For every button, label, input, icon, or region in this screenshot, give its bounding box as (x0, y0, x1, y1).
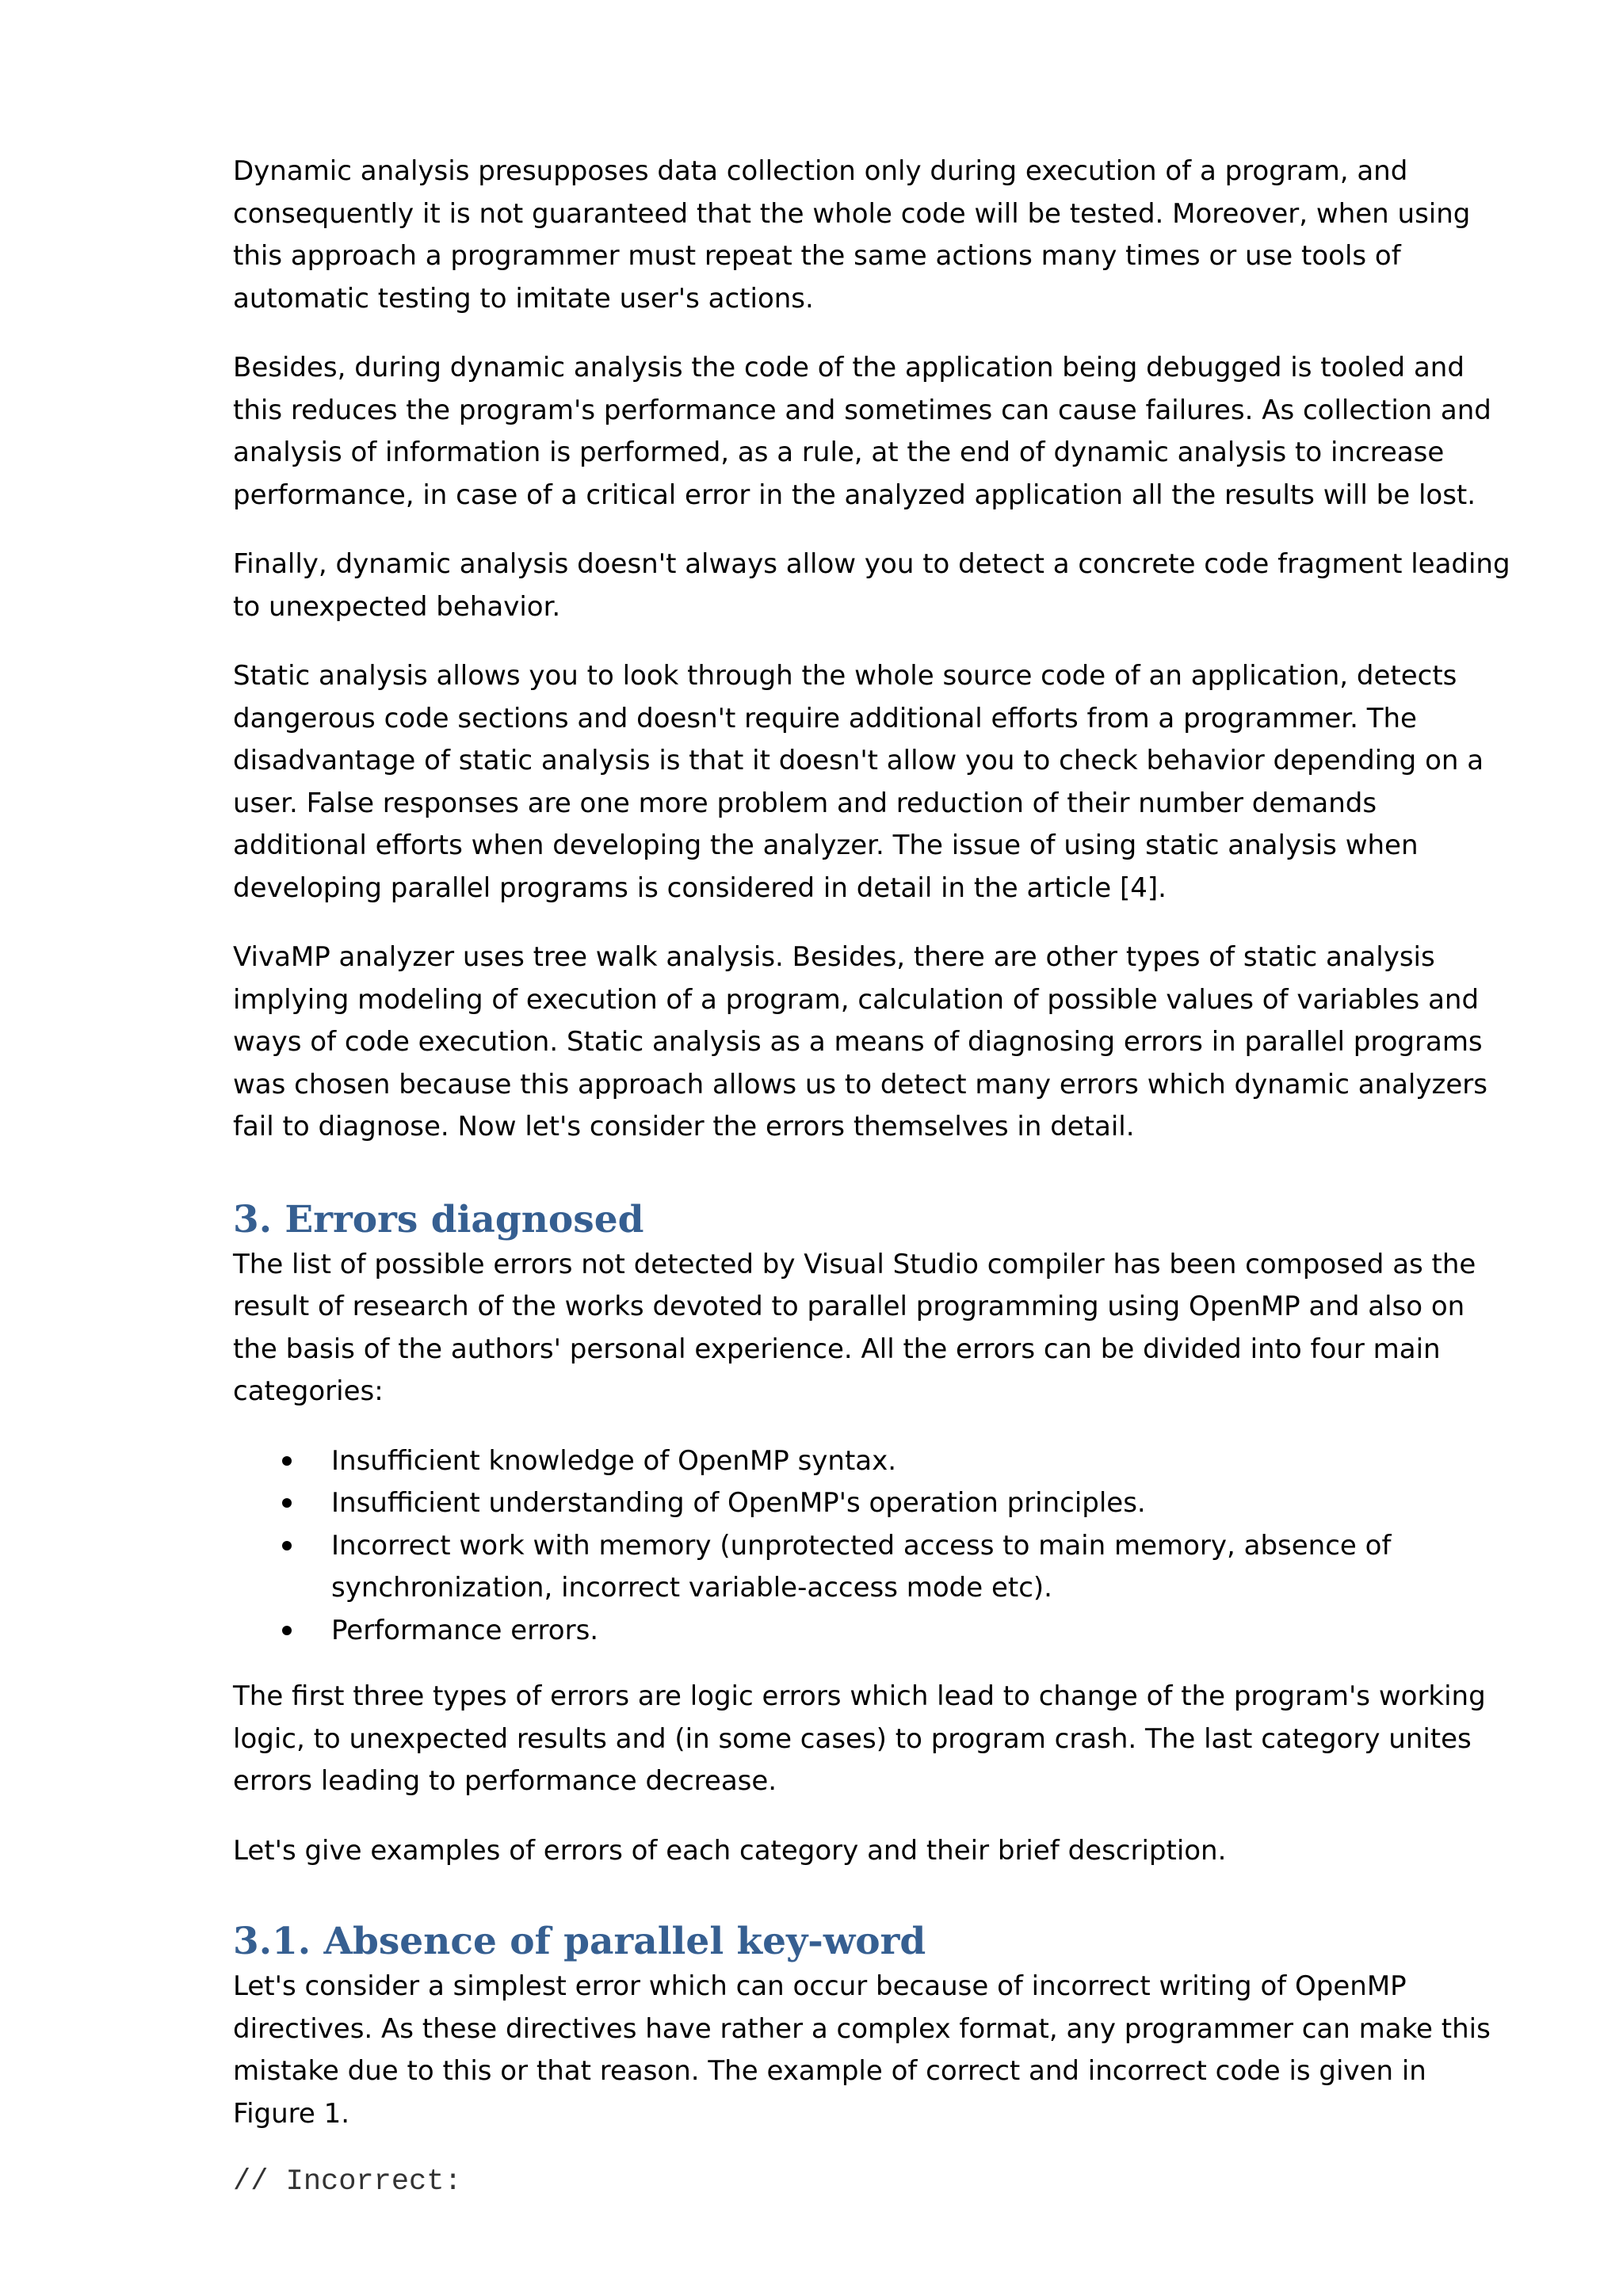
code-comment-incorrect: // Incorrect: (233, 2165, 462, 2199)
bullet-icon (282, 1498, 292, 1508)
bullet-icon (282, 1456, 292, 1466)
section-heading-absence-parallel: 3.1. Absence of parallel key-word (233, 1920, 926, 1963)
list-item: Incorrect work with memory (unprotected access to main memory, absence of synchronization, incorrect variable-access mode etc). (233, 1525, 1517, 1610)
paragraph-static-analysis: Static analysis allows you to look through the whole source code of an application, detects dangerous code sections and doesn't require additional efforts from a programmer. The disadvantage of static analysis is that it doesn't allow you to check behavior depending on a user. False responses are one more problem and reduction of their number demands additional efforts when developing the analyzer. The issue of using static analysis when developing parallel programs is considered in detail in the article [4]. (233, 660, 1484, 904)
section-heading-errors-diagnosed: 3. Errors diagnosed (233, 1197, 644, 1241)
list-item: Performance errors. (233, 1610, 1517, 1653)
paragraph-simplest-error: Let's consider a simplest error which can occur because of incorrect writing of OpenMP directives. As these directives have rather a complex format, any programmer can make this mistake due to this or that reason. The example of correct and incorrect code is given in Figure 1. (233, 1970, 1491, 2130)
paragraph-tooling-performance: Besides, during dynamic analysis the code of the application being debugged is tooled and this reduces the program's performance and sometimes can cause failures. As collection and analysis of information is performed, as a rule, at the end of dynamic analysis to increase performance, in case of a critical error in the analyzed application all the results will be lost. (233, 352, 1491, 511)
paragraph-logic-errors: The first three types of errors are logic errors which lead to change of the program's working logic, to unexpected results and (in some cases) to program crash. The last category unites errors leading to performance decrease. (233, 1680, 1486, 1797)
paragraph-vivamp-tree-walk: VivaMP analyzer uses tree walk analysis. Besides, there are other types of static analysis implying modeling of execution of a program, calculation of possible values of variables and ways of code execution. Static analysis as a means of diagnosing errors in parallel programs was chosen because this approach allows us to detect many errors which dynamic analyzers fail to diagnose. Now let's consider the errors themselves in detail. (233, 941, 1487, 1142)
error-categories-list (233, 1440, 1517, 1653)
bullet-icon (282, 1541, 292, 1550)
document-page (233, 151, 1517, 2202)
paragraph-examples-intro: Let's give examples of errors of each category and their brief description. (233, 1834, 1227, 1867)
list-item: Insufficient understanding of OpenMP's operation principles. (233, 1482, 1517, 1525)
paragraph-concrete-fragment: Finally, dynamic analysis doesn't always allow you to detect a concrete code fragment leading to unexpected behavior. (233, 548, 1510, 623)
paragraph-dynamic-analysis: Dynamic analysis presupposes data collection only during execution of a program, and consequently it is not guaranteed that the whole code will be tested. Moreover, when using this approach a programmer must repeat the same actions many times or use tools of automatic testing to imitate user's actions. (233, 155, 1471, 315)
list-item: Insufficient knowledge of OpenMP syntax. (233, 1440, 1517, 1483)
paragraph-errors-intro: The list of possible errors not detected by Visual Studio compiler has been composed as the result of research of the works devoted to parallel programming using OpenMP and also on the basis of the authors' personal experience. All the errors can be divided into four main categories: (233, 1248, 1476, 1407)
bullet-icon (282, 1626, 292, 1635)
